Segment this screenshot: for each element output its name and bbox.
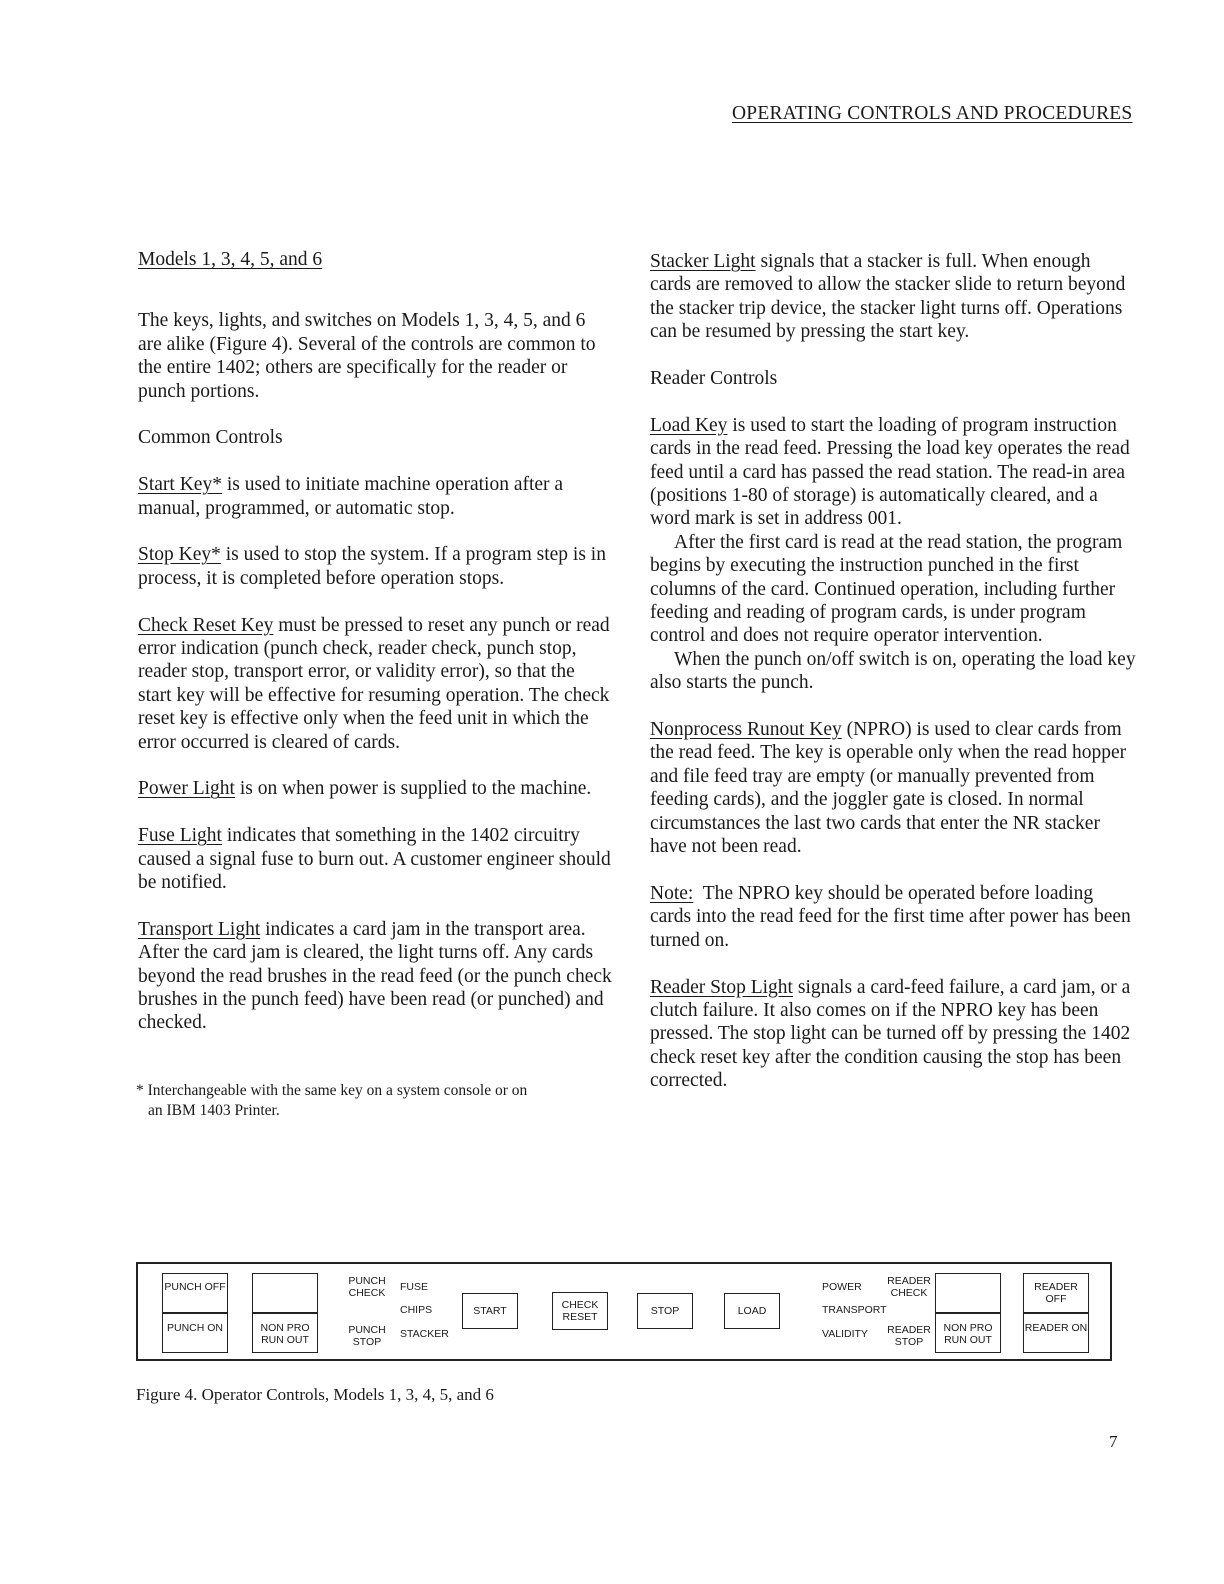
non-pro-divider-left — [252, 1312, 318, 1314]
left-column — [138, 248, 613, 1035]
stop-key-paragraph: Stop Key* is used to stop the system. If a program step is in process, it is completed before operation stops. — [138, 544, 606, 589]
transport-light: TRANSPORT — [822, 1304, 887, 1316]
term: Stop Key* — [138, 544, 221, 566]
term: Start Key* — [138, 474, 222, 496]
fuse-light: FUSE — [400, 1281, 429, 1293]
reader-controls-heading: Reader Controls — [650, 368, 778, 390]
reader-stop-light-paragraph: Reader Stop Light signals a card-feed failure, a card jam, or a clutch failure. It also comes on if the NPRO key has been pressed. The stop light can be turned off by pressing the 1402 check reset key after the condition causing the stop has been corrected. — [650, 976, 1131, 1092]
figure-caption: Figure 4. Operator Controls, Models 1, 3, 4, 5, and 6 — [136, 1385, 494, 1404]
non-pro-run-out-label-left: NON PRO RUN OUT — [260, 1322, 310, 1346]
check-reset-paragraph: Check Reset Key must be pressed to reset any punch or read error indication (punch check, reader check, punch stop, reader stop, transport error, or validity error), so that the start key will be effective for resuming operation. The check reset key is effective only when the feed unit in which the error occurred is cleared of cards. — [138, 614, 610, 753]
power-light: POWER — [822, 1281, 862, 1293]
term: Fuse Light — [138, 825, 222, 847]
punch-on-label: PUNCH ON — [166, 1322, 223, 1334]
page-number: 7 — [1109, 1432, 1118, 1451]
punch-check-light: PUNCH CHECK — [348, 1275, 386, 1299]
stacker-light-paragraph: Stacker Light signals that a stacker is full. When enough cards are removed to allow the stacker slide to return beyond the stacker trip device, the stacker light turns off. Operations can be resumed by pressing the start key. — [650, 251, 1126, 343]
term: Check Reset Key — [138, 614, 274, 636]
reader-stop-light: READER STOP — [887, 1324, 931, 1348]
non-pro-divider-right — [935, 1312, 1001, 1314]
chips-light: CHIPS — [400, 1304, 433, 1316]
right-column — [650, 250, 1136, 1093]
reader-check-light: READER CHECK — [887, 1275, 931, 1299]
load-key-paragraph: Load Key is used to start the loading of program instruction cards in the read feed. Pressing the load key operates the read feed until a card has passed the read station. The read-in area (positions 1-80 of storage) is automatically cleared, and a word mark is set in address 001. — [650, 414, 1130, 530]
load-key-paragraph-3: When the punch on/off switch is on, operating the load key also starts the punch. — [650, 648, 1136, 694]
non-pro-run-out-label-right: NON PRO RUN OUT — [943, 1322, 993, 1346]
term: Power Light — [138, 778, 235, 800]
start-key[interactable]: START — [462, 1293, 518, 1329]
reader-switch-divider — [1023, 1312, 1089, 1314]
stacker-light: STACKER — [400, 1328, 449, 1340]
npro-key-paragraph: Nonprocess Runout Key (NPRO) is used to clear cards from the read feed. The key is operable only when the read hopper and file feed tray are empty (or manually prevented from feeding cards), and the joggler gate is closed. In normal circumstances the last two cards that enter the NR stacker have not been read. — [650, 719, 1127, 858]
models-heading: Models 1, 3, 4, 5, and 6 — [138, 249, 323, 270]
check-reset-key[interactable]: CHECK RESET — [552, 1292, 608, 1330]
load-key-paragraph-2: After the first card is read at the read station, the program begins by executing the instruction punched in the first columns of the card. Continued operation, including further feeding and reading of program cards, is under program control and does not require operator intervention. — [650, 531, 1123, 647]
validity-light: VALIDITY — [822, 1328, 868, 1340]
term: Transport Light — [138, 918, 261, 940]
reader-off-label: READER OFF — [1034, 1281, 1078, 1305]
transport-light-paragraph: Transport Light indicates a card jam in the transport area. After the card jam is cleared, the light turns off. Any cards beyond the read brushes in the read feed (or the punch check brushes in the punch feed) have been read (or punched) and checked. — [138, 918, 612, 1034]
reader-on-label: READER ON — [1024, 1322, 1088, 1334]
footnote — [136, 1081, 527, 1121]
operator-panel-figure — [136, 1262, 1112, 1361]
common-controls-heading: Common Controls — [138, 427, 283, 449]
load-key[interactable]: LOAD — [724, 1293, 780, 1329]
punch-switch-divider — [162, 1312, 228, 1314]
punch-stop-light: PUNCH STOP — [348, 1324, 386, 1348]
power-light-paragraph: Power Light is on when power is supplied to the machine. — [138, 778, 592, 800]
stop-key[interactable]: STOP — [637, 1293, 693, 1329]
fuse-light-paragraph: Fuse Light indicates that something in the 1402 circuitry caused a signal fuse to burn out. A customer engineer should be notified. — [138, 825, 611, 894]
footnote-line-2: an IBM 1403 Printer. — [148, 1102, 280, 1119]
note-paragraph: Note: The NPRO key should be operated before loading cards into the read feed for the first time after power has been turned on. — [650, 882, 1136, 951]
footnote-line-1: * Interchangeable with the same key on a system console or on — [136, 1082, 528, 1099]
start-key-paragraph: Start Key* is used to initiate machine operation after a manual, programmed, or automatic stop. — [138, 474, 564, 519]
punch-off-label: PUNCH OFF — [164, 1281, 226, 1293]
running-header: OPERATING CONTROLS AND PROCEDURES — [732, 103, 1133, 124]
intro-paragraph: The keys, lights, and switches on Models 1, 3, 4, 5, and 6 are alike (Figure 4). Several of the controls are common to the entire 1402; others are specifically for the reader or punch portions. — [138, 310, 596, 402]
